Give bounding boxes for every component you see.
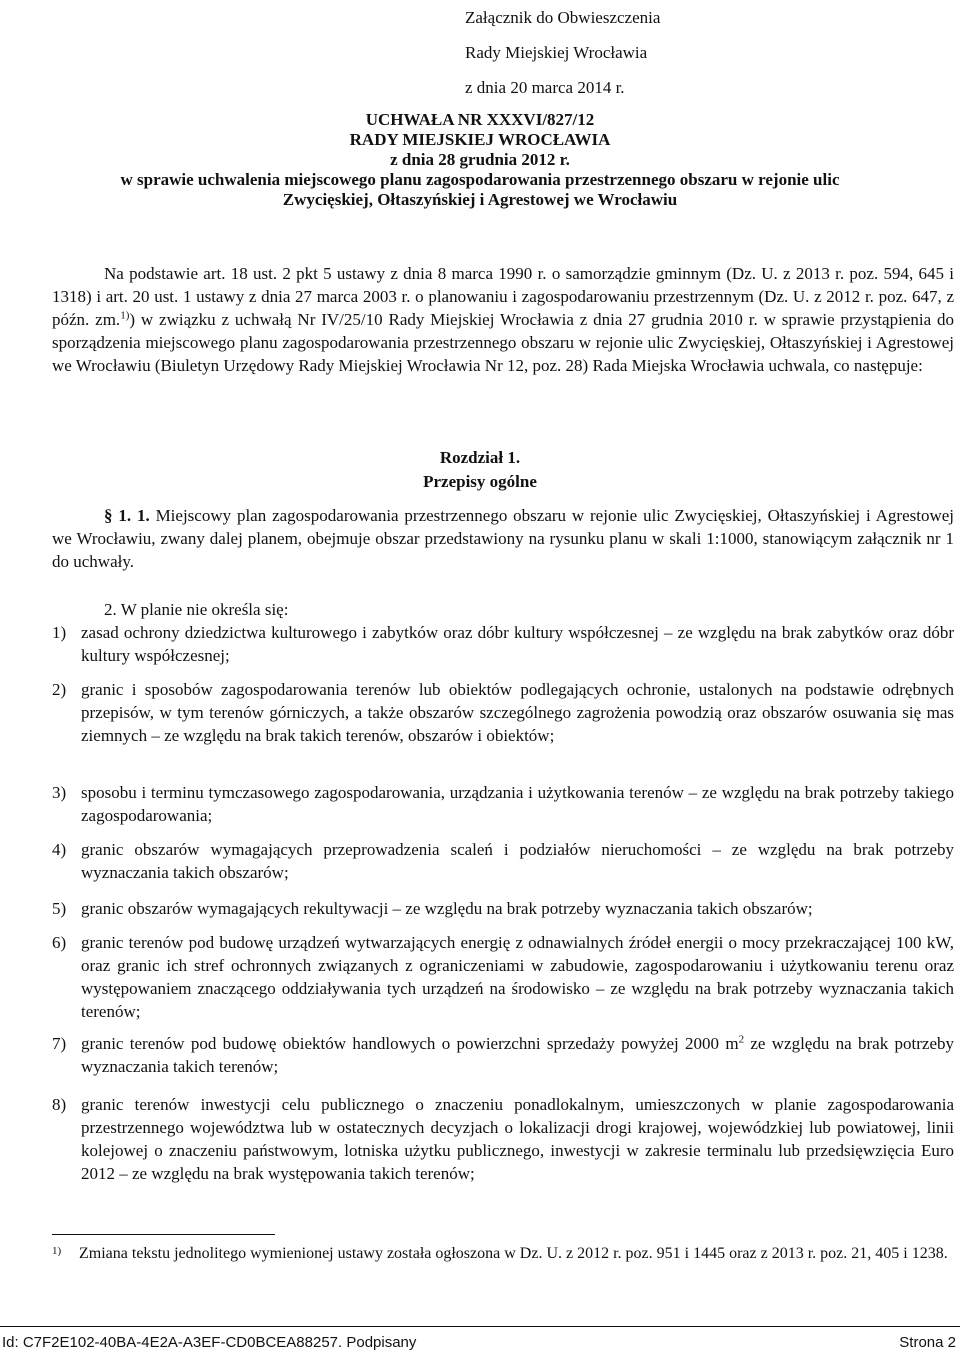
section-2-paragraph — [104, 598, 288, 621]
list-item — [52, 781, 954, 827]
list-item-number: 6) — [52, 933, 67, 952]
superscript: 2 — [738, 1033, 745, 1046]
legal-basis-paragraph — [52, 262, 954, 377]
annex-line: Rady Miejskiej Wrocławia — [465, 43, 648, 62]
list-item-text: granic terenów pod budowę urządzeń wytwarzających energię z odnawialnych źródeł energii o mocy przekraczającej 100 kW, oraz granic ich stref ochronnych związanych z ograniczeniami w zabudowie, zagospodarowaniu i użytkowaniu terenu oraz występowaniem znaczącego oddziaływania tych urządzeń na środowisko – ze względu na brak potrzeby wyznaczania takich terenów; — [81, 933, 954, 1021]
list-item-number: 7) — [52, 1034, 67, 1053]
list-item-number: 1) — [52, 623, 67, 642]
annex-line: z dnia 20 marca 2014 r. — [465, 78, 625, 97]
resolution-subject: Zwycięskiej, Ołtaszyńskiej i Agrestowej we Wrocławiu — [282, 190, 678, 209]
section-1-paragraph — [52, 504, 954, 573]
chapter-subtitle: Przepisy ogólne — [423, 472, 537, 491]
list-item — [52, 621, 954, 667]
list-item — [52, 1093, 954, 1185]
section-marker: § 1. 1. — [104, 506, 150, 525]
page-number: Strona 2 — [899, 1334, 956, 1351]
legal-basis-text: ) w związku z uchwałą Nr IV/25/10 Rady Miejskiej Wrocławia z dnia 27 grudnia 2010 r. w sprawie przystąpienia do sporządzenia miejscowego planu zagospodarowania przestrzennego obszaru w rejonie ulic Zwycięskiej, Ołtaszyńskiej i Agrestowej we Wrocławiu (Biuletyn Urzędowy Rady Miejskiej Wrocławia Nr 12, poz. 28) Rada Miejska Wrocławia uchwala, co następuje: — [52, 310, 954, 375]
resolution-date: z dnia 28 grudnia 2012 r. — [390, 150, 570, 169]
list-item-number: 4) — [52, 840, 67, 859]
annex-line: Załącznik do Obwieszczenia — [465, 8, 661, 27]
footnote-divider — [52, 1234, 275, 1235]
list-item — [52, 838, 954, 884]
list-item — [52, 931, 954, 1023]
list-item-number: 3) — [52, 783, 67, 802]
list-item-number: 2) — [52, 680, 67, 699]
section-text: Miejscowy plan zagospodarowania przestrzennego obszaru w rejonie ulic Zwycięskiej, Ołtaszyńskiej i Agrestowej we Wrocławiu, zwany dalej planem, obejmuje obszar przedstawiony na rysunku planu w skali 1:1000, stanowiącym załącznik nr 1 do uchwały. — [52, 506, 954, 571]
legal-basis-text: Na podstawie art. 18 ust. 2 pkt 5 ustawy z dnia 8 marca 1990 r. o samorządzie gminnym (Dz. U. z 2013 r. poz. 594, 645 i 1318) i art. 20 ust. 1 ustawy z dnia 27 marca 2003 r. o planowaniu i zagospodarowaniu przestrzennym (Dz. U. z 2012 r. poz. 647, z późn. zm. — [52, 264, 954, 329]
list-item-text: granic obszarów wymagających przeprowadzenia scaleń i podziałów nieruchomości – ze względu na brak potrzeby wyznaczania takich obszarów; — [81, 840, 954, 882]
footnote — [52, 1242, 954, 1265]
list-item-text: zasad ochrony dziedzictwa kulturowego i zabytków oraz dóbr kultury współczesnej – ze względu na brak zabytków oraz dóbr kultury współczesnej; — [81, 623, 954, 665]
resolution-heading — [0, 110, 960, 210]
resolution-body: RADY MIEJSKIEJ WROCŁAWIA — [349, 130, 611, 149]
footnote-text: Zmiana tekstu jednolitego wymienionej ustawy została ogłoszona w Dz. U. z 2012 r. poz. 951 i 1445 oraz z 2013 r. poz. 21, 405 i 1238. — [79, 1245, 948, 1262]
resolution-subject: w sprawie uchwalenia miejscowego planu zagospodarowania przestrzennego obszaru w rejonie ulic — [120, 170, 840, 189]
section-text: 2. W planie nie określa się: — [104, 600, 289, 619]
document-id: Id: C7F2E102-40BA-4E2A-A3EF-CD0BCEA88257. Podpisany — [2, 1334, 417, 1351]
chapter-heading — [0, 446, 960, 494]
annex-header — [465, 0, 660, 105]
list-item — [52, 1032, 954, 1078]
resolution-number: UCHWAŁA NR XXXVI/827/12 — [365, 110, 595, 129]
chapter-title: Rozdział 1. — [439, 448, 521, 467]
list-item — [52, 897, 954, 920]
list-item-number: 8) — [52, 1095, 67, 1114]
list-item-text: sposobu i terminu tymczasowego zagospodarowania, urządzania i użytkowania terenów – ze względu na brak potrzeby takiego zagospodarowania; — [81, 783, 954, 825]
footnote-reference: 1) — [120, 309, 130, 322]
list-item-text: granic terenów inwestycji celu publicznego o znaczeniu ponadlokalnym, umieszczonych w planie zagospodarowania przestrzennego województwa lub w ostatecznych decyzjach o lokalizacji drogi krajowej, wojewódzkiej lub powiatowej, linii kolejowej o znaczeniu państwowym, lotniska użytku publicznego, inwestycji w zakresie terminalu lub przedsięwzięcia Euro 2012 – ze względu na brak występowania takich terenów; — [81, 1095, 954, 1183]
list-item-text: granic i sposobów zagospodarowania terenów lub obiektów podlegających ochronie, ustalonych na podstawie odrębnych przepisów, w tym terenów górniczych, a także obszarów szczególnego zagrożenia powodzią oraz obszarów osuwania się mas ziemnych – ze względu na brak takich terenów, obszarów i obiektów; — [81, 680, 954, 745]
list-item — [52, 678, 954, 747]
list-item-text: granic obszarów wymagających rekultywacji – ze względu na brak potrzeby wyznaczania takich obszarów; — [81, 899, 813, 918]
list-item-text: ze względu na brak potrzeby wyznaczania takich terenów; — [81, 1034, 954, 1076]
footer-divider — [0, 1326, 960, 1327]
footnote-marker: 1) — [52, 1245, 62, 1257]
list-item-number: 5) — [52, 899, 67, 918]
list-item-text: granic terenów pod budowę obiektów handlowych o powierzchni sprzedaży powyżej 2000 m — [81, 1034, 739, 1053]
